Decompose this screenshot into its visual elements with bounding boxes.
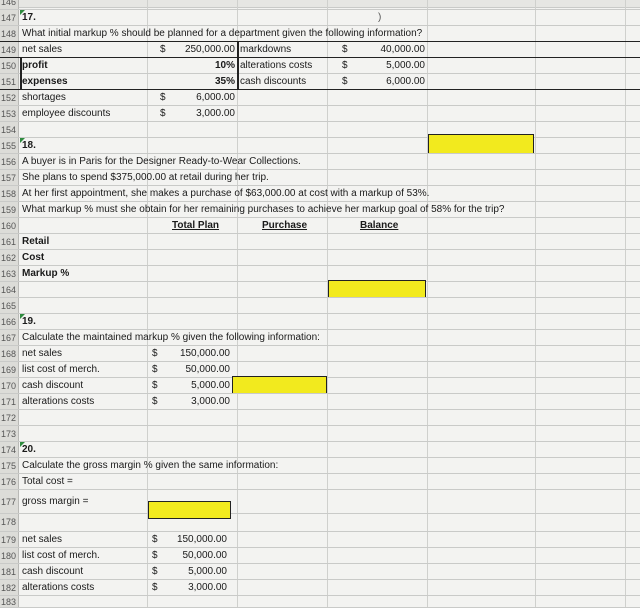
question-text[interactable]: What markup % must she obtain for her remaining purchases to achieve her markup goal of 58% for the trip? <box>22 204 505 215</box>
row-155[interactable] <box>0 138 640 154</box>
row-148[interactable] <box>0 26 640 42</box>
row-header[interactable]: 154 <box>0 122 19 137</box>
cell-currency[interactable]: $ <box>342 44 348 55</box>
row-147[interactable] <box>0 10 640 26</box>
question-text[interactable]: A buyer is in Paris for the Designer Ready-to-Wear Collections. <box>22 156 301 167</box>
cell-value[interactable]: 3,000.00 <box>188 582 227 593</box>
row-183[interactable] <box>0 596 640 608</box>
row-header[interactable]: 161 <box>0 234 19 249</box>
row-header[interactable]: 153 <box>0 106 19 121</box>
row-header[interactable]: 168 <box>0 346 19 361</box>
row-177[interactable] <box>0 490 640 514</box>
row-header[interactable]: 167 <box>0 330 19 345</box>
cell-label[interactable]: shortages <box>22 92 66 103</box>
cell-value[interactable]: 6,000.00 <box>196 92 235 103</box>
cell-label[interactable]: Retail <box>22 236 50 247</box>
row-header[interactable]: 152 <box>0 90 19 105</box>
row-159[interactable] <box>0 202 640 218</box>
row-header[interactable]: 151 <box>0 74 19 89</box>
cell-value[interactable]: 150,000.00 <box>176 534 227 545</box>
row-header[interactable]: 147 <box>0 10 19 25</box>
row-150[interactable] <box>0 58 640 74</box>
cell-currency[interactable]: $ <box>152 396 158 407</box>
row-153[interactable] <box>0 106 640 122</box>
question-text[interactable]: She plans to spend $375,000.00 at retail during her trip. <box>22 172 269 183</box>
cell-label[interactable]: Cost <box>22 252 45 263</box>
cell-value[interactable]: 3,000.00 <box>191 396 230 407</box>
cell-value[interactable]: 10% <box>214 60 235 71</box>
row-header[interactable]: 183 <box>0 596 19 607</box>
row-165[interactable] <box>0 298 640 314</box>
row-182[interactable] <box>0 580 640 596</box>
cell-currency[interactable]: $ <box>342 76 348 87</box>
cell-label[interactable]: alterations costs <box>22 396 95 407</box>
question-number[interactable]: 20. <box>22 444 36 455</box>
border-line <box>20 58 22 90</box>
row-151[interactable] <box>0 74 640 90</box>
stray-mark[interactable]: ) <box>378 12 382 23</box>
column-header-purchase[interactable]: Purchase <box>262 220 308 231</box>
cell-value[interactable]: 35% <box>214 76 235 87</box>
row-header[interactable]: 149 <box>0 42 19 57</box>
question-text[interactable]: Calculate the maintained markup % given the following information: <box>22 332 320 343</box>
cell-currency[interactable]: $ <box>160 92 166 103</box>
row-header[interactable]: 155 <box>0 138 19 153</box>
row-header[interactable]: 179 <box>0 532 19 547</box>
row-header[interactable]: 165 <box>0 298 19 313</box>
cell-label[interactable]: expenses <box>22 76 68 87</box>
cell-value[interactable]: 50,000.00 <box>182 550 227 561</box>
row-header[interactable]: 148 <box>0 26 19 41</box>
row-174[interactable] <box>0 442 640 458</box>
row-header[interactable]: 174 <box>0 442 19 457</box>
row-header[interactable]: 178 <box>0 514 19 531</box>
question-text[interactable]: Calculate the gross margin % given the same information: <box>22 460 279 471</box>
row-header[interactable]: 171 <box>0 394 19 409</box>
row-header[interactable]: 169 <box>0 362 19 377</box>
row-156[interactable] <box>0 154 640 170</box>
row-header[interactable]: 177 <box>0 490 19 513</box>
cell-value[interactable]: 50,000.00 <box>185 364 230 375</box>
cell-label[interactable]: net sales <box>22 348 63 359</box>
cell-value[interactable]: 40,000.00 <box>380 44 425 55</box>
row-166[interactable] <box>0 314 640 330</box>
cell-value[interactable]: 6,000.00 <box>386 76 425 87</box>
row-172[interactable] <box>0 410 640 426</box>
cell-label[interactable]: cash discount <box>22 380 84 391</box>
cell-value[interactable]: 3,000.00 <box>196 108 235 119</box>
cell-currency[interactable]: $ <box>152 566 158 577</box>
cell-label[interactable]: alterations costs <box>22 582 95 593</box>
border-line <box>237 42 239 90</box>
row-171[interactable] <box>0 394 640 410</box>
row-175[interactable] <box>0 458 640 474</box>
row-header[interactable]: 170 <box>0 378 19 393</box>
cell-label[interactable]: list cost of merch. <box>22 364 100 375</box>
cell-value[interactable]: 250,000.00 <box>184 44 235 55</box>
question-number[interactable]: 18. <box>22 140 36 151</box>
cell-currency[interactable]: $ <box>152 364 158 375</box>
cell-currency[interactable]: $ <box>152 534 158 545</box>
row-header[interactable]: 180 <box>0 548 19 563</box>
cell-label[interactable]: markdowns <box>240 44 292 55</box>
cell-currency[interactable]: $ <box>160 108 166 119</box>
cell-label[interactable]: gross margin = <box>22 496 89 507</box>
row-180[interactable] <box>0 548 640 564</box>
question-number[interactable]: 17. <box>22 12 36 23</box>
row-header[interactable]: 146 <box>0 0 19 9</box>
cell-currency[interactable]: $ <box>152 550 158 561</box>
row-header[interactable]: 163 <box>0 266 19 281</box>
column-header-total-plan[interactable]: Total Plan <box>172 220 220 231</box>
question-number[interactable]: 19. <box>22 316 36 327</box>
row-158[interactable] <box>0 186 640 202</box>
row-163[interactable] <box>0 266 640 282</box>
row-header[interactable]: 166 <box>0 314 19 329</box>
cell-currency[interactable]: $ <box>160 44 166 55</box>
row-161[interactable] <box>0 234 640 250</box>
cell-label[interactable]: cash discount <box>22 566 84 577</box>
row-header[interactable]: 173 <box>0 426 19 441</box>
row-header[interactable]: 181 <box>0 564 19 579</box>
cell-label[interactable]: net sales <box>22 44 63 55</box>
row-179[interactable] <box>0 532 640 548</box>
row-header[interactable]: 176 <box>0 474 19 489</box>
question-text[interactable]: At her first appointment, she makes a purchase of $63,000.00 at cost with a markup of 53%. <box>22 188 430 199</box>
cell-currency[interactable]: $ <box>152 380 158 391</box>
cell-value[interactable]: 5,000.00 <box>386 60 425 71</box>
cell-label[interactable]: employee discounts <box>22 108 111 119</box>
row-header[interactable]: 159 <box>0 202 19 217</box>
cell-value[interactable]: 5,000.00 <box>191 380 230 391</box>
row-178[interactable] <box>0 514 640 532</box>
row-160[interactable] <box>0 218 640 234</box>
row-header[interactable]: 157 <box>0 170 19 185</box>
row-header[interactable]: 162 <box>0 250 19 265</box>
cell-value[interactable]: 5,000.00 <box>188 566 227 577</box>
row-164[interactable] <box>0 282 640 298</box>
cell-value[interactable]: 150,000.00 <box>179 348 230 359</box>
cell-label[interactable]: profit <box>22 60 48 71</box>
cell-currency[interactable]: $ <box>152 582 158 593</box>
cell-label[interactable]: list cost of merch. <box>22 550 100 561</box>
cell-label[interactable]: net sales <box>22 534 63 545</box>
cell-label[interactable]: Total cost = <box>22 476 73 487</box>
cell-currency[interactable]: $ <box>342 60 348 71</box>
cell-label[interactable]: cash discounts <box>240 76 307 87</box>
row-146[interactable] <box>0 0 640 10</box>
row-157[interactable] <box>0 170 640 186</box>
row-header[interactable]: 158 <box>0 186 19 201</box>
row-167[interactable] <box>0 330 640 346</box>
row-header[interactable]: 160 <box>0 218 19 233</box>
row-176[interactable] <box>0 474 640 490</box>
column-header-balance[interactable]: Balance <box>360 220 399 231</box>
row-header[interactable]: 150 <box>0 58 19 73</box>
cell-label[interactable]: Markup % <box>22 268 70 279</box>
row-header[interactable]: 175 <box>0 458 19 473</box>
row-header[interactable]: 172 <box>0 410 19 425</box>
cell-label[interactable]: alterations costs <box>240 60 313 71</box>
row-168[interactable] <box>0 346 640 362</box>
question-text[interactable]: What initial markup % should be planned for a department given the following information? <box>22 28 423 39</box>
row-173[interactable] <box>0 426 640 442</box>
row-152[interactable] <box>0 90 640 106</box>
row-162[interactable] <box>0 250 640 266</box>
row-170[interactable] <box>0 378 640 394</box>
row-header[interactable]: 182 <box>0 580 19 595</box>
cell-currency[interactable]: $ <box>152 348 158 359</box>
row-header[interactable]: 156 <box>0 154 19 169</box>
row-181[interactable] <box>0 564 640 580</box>
row-header[interactable]: 164 <box>0 282 19 297</box>
row-149[interactable] <box>0 42 640 58</box>
row-154[interactable] <box>0 122 640 138</box>
